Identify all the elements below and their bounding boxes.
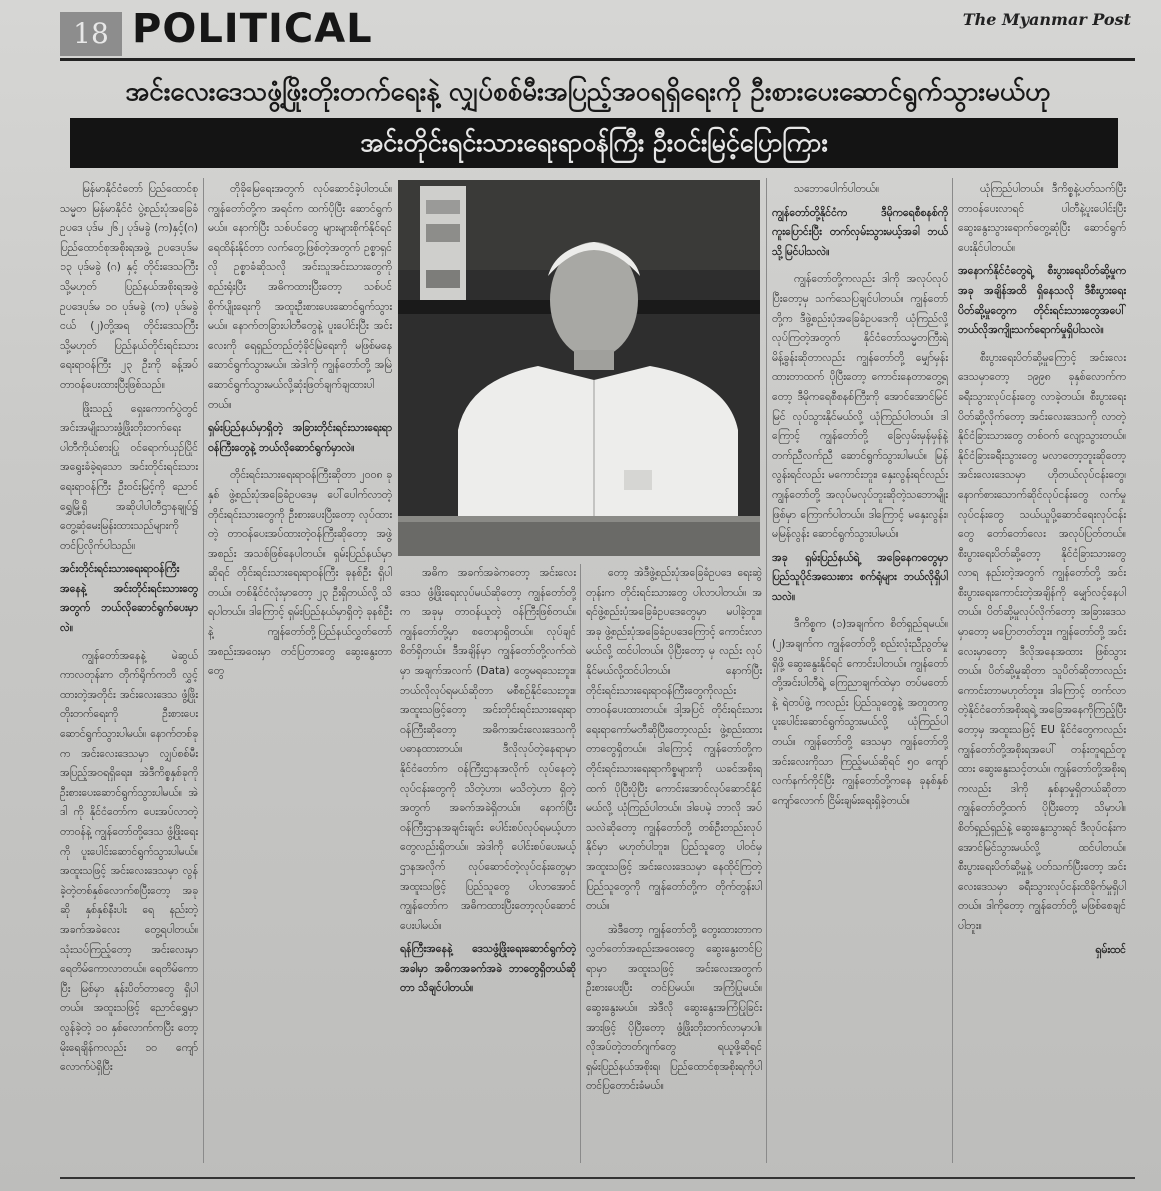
column-divider [766, 178, 767, 1163]
paragraph: တိုင်းရင်းသားရေးရာဝန်ကြီးဆိုတာ ၂၀၀၈ ခုနှစ် ဖွဲ့စည်းပုံအခြေခံဥပဒေမှ ပေါ်ပေါက်လာတဲ့ တိုင်းရင်းသားတွေကို ဦးစားပေးပြီးတော့ လုပ်ထားတဲ့ တာဝန်ပေးအပ်ထားတဲ့ဝန်ကြီးဆိုတော့ အဖွဲ့အစည်း အသစ်ဖြစ်နေပါတယ်။ ရှမ်းပြည်နယ်မှာဆိုရင် တိုင်းရင်းသားရေးရာဝန်ကြီး ခုနစ်ဦး ရှိပါတယ်။ တစ်နိုင်ငံလုံးမှာတော့ ၂၃ ဦးရှိတယ်လို့ သိရပါတယ်။ ဒါကြောင့် ရှမ်းပြည်နယ်မှာရှိတဲ့ ခုနစ်ဦးနဲ့ ကျွန်တော်တို့ပြည်နယ်လွှတ်တော်အစည်းအဝေးမှာ တင်ပြတာတွေ ဆွေးနွေးတာတွေ [208, 469, 392, 678]
masthead: The Myanmar Post [962, 10, 1131, 29]
paragraph: အဲဒီတော့ ကျွန်တော်တို့ တွေးထားတာက လွှတ်တော်အစည်းအဝေးတွေ ဆွေးနွေးတင်ပြရာမှာ အထူးသဖြင့် အင်းလေးအတွက် ဦးစားပေးပြီး တင်ပြမယ်။ အကြံပြုမယ်။ ဆွေးနွေးမယ်။ အဲဒီလို ဆွေးနွေးအကြံပြုခြင်းအားဖြင့် ပိုပြီးတော့ ဖွံ့ဖြိုးတိုးတက်လာမှာပါ။ လိုအပ်တဲ့ဘတ်ဂျက်တွေ ရယူဖို့ဆိုရင် ရှမ်းပြည်နယ်အစိုးရ၊ ပြည်ထောင်စုအစိုးရကိုပါ တင်ပြတောင်းခံမယ်။ [586, 923, 762, 1093]
article-column-6 [958, 180, 1126, 1150]
article-column-1 [60, 180, 198, 1150]
paragraph: တော့ အဲဒီဖွဲ့စည်းပုံအခြေခံဥပဒေ ရေးဆွဲတုန်းက တိုင်းရင်းသားတွေ ပါလာပါတယ်။ အရင်ဖွဲ့စည်းပုံအခြေခံဥပဒေတွေမှာ မပါခဲ့ဘူး။ အခု ဖွဲ့စည်းပုံအခြေခံဥပဒေကြောင့် ကောင်းလာမယ်လို့ ထင်ပါတယ်။ ပိုပြီးတော့ မှ လည်း လုပ်နိုင်မယ်လို့ထင်ပါတယ်။ နောက်ပြီး တိုင်းရင်းသားရေးရာဝန်ကြီးတွေကိုလည်း တာဝန်ပေးထားတယ်။ ဒါ့အပြင် တိုင်းရင်းသားရေးရာကော်မတီဆိုပြီးတော့လည်း ဖွဲ့စည်းထားတာတွေရှိတယ်။ ဒါကြောင့် ကျွန်တော်တို့က တိုင်းရင်းသားရေးရာကိစ္စများကို ယခင်အစိုးရထက် ပိုပြီးပိုပြီး ကောင်းအောင်လုပ်ဆောင်နိုင်မယ်လို့ ယုံကြည်ပါတယ်။ ဒါပေမဲ့ ဘာလို အပ်သလဲဆိုတော့ ကျွန်တော်တို့ တစ်ဦးတည်းလုပ်နိုင်မှာ မဟုတ်ပါဘူး။ ပြည်သူတွေ ပါဝင်မှ အထူးသဖြင့် အင်းလေးဒေသမှာ နေထိုင်ကြတဲ့ ပြည်သူတွေကို ကျွန်တော်တို့က တိုက်တွန်းပါတယ်။ [586, 567, 762, 913]
portrait-illustration [398, 180, 760, 556]
paragraph: သဘောပေါက်ပါတယ်။ [794, 183, 880, 195]
header-rule [60, 58, 1135, 61]
column-divider [203, 178, 204, 1163]
article-column-3 [400, 564, 576, 1150]
paragraph: ကျွန်တော်တို့ကလည်း ဒါကို အလုပ်လုပ်ပြီးတော့မှ သက်သေပြချင်ပါတယ်။ ကျွန်တော်တို့က ဒီဖွဲ့စည်းပုံအခြေခံဥပဒေကို ယုံကြည်လို့ လုပ်ကြတဲ့အတွက် နိုင်ငံတော်သမ္မတကြီးရဲ့ မိန့်ခွန်းဆိုတာလည်း ကျွန်တော်တို့ မျှော်မှန်းထားတာထက် ပိုပြီးတော့ ကောင်းနေတာတွေ့ရတော့ ဒီမိုကရေစီစနစ်ကြီးကို အောင်အောင်မြင်မြင် လုပ်သွားနိုင်မယ်လို့ ယုံကြည်ပါတယ်။ ဒါကြောင့် ကျွန်တော်တို့ ခြေလှမ်းမှန်မှန်နဲ့ တက်ညီလက်ညီ ဆောင်ရွက်သွားပါမယ်။ မြန်လွန်းရင်လည်း မကောင်းဘူး၊ နှေးလွန်းရင်လည်း ကျွန်တော်တို့ အလုပ်မလုပ်ဘူးဆိုတဲ့သဘောမျိုးဖြစ်မှာ ကြောက်ပါတယ်။ ဒါကြောင့် မနှေးလွန်း၊ မမြန်လွန်း ဆောင်ရွက်သွားပါမယ်။ [772, 273, 948, 541]
column-divider [580, 564, 581, 1163]
page-number: 18 [60, 12, 122, 56]
question-kicker: အင်းတိုင်းရင်းသားရေးရာဝန်ကြီးအနေနဲ့ အင်းတိုင်းရင်းသားတွေအတွက် ဘယ်လိုဆောင်ရွက်ပေးမှာလဲ။ [60, 563, 198, 635]
paragraph: စီးပွားရေးပိတ်ဆို့မှုကြောင့် အင်းလေးဒေသမှာတော့ ၁၉၉၈ ခုနှစ်လောက်က ခရီးသွားလုပ်ငန်းတွေ လာခဲ့တယ်။ စီးပွားရေးပိတ်ဆို့လိုက်တော့ အင်းလေးဒေသကို လာတဲ့ နိုင်ငံခြားသားတွေ တစ်ဝက် လျော့သွားတယ်။ နိုင်ငံခြားခရီးသွားတွေ မလာတော့ဘူးဆိုတော့ အင်းလေးဒေသမှာ ဟိုတယ်လုပ်ငန်းတွေ၊ နောက်စားသောက်ဆိုင်လုပ်ငန်းတွေ လက်မှုလုပ်ငန်းတွေ သယ်ယူပို့ဆောင်ရေးလုပ်ငန်းတွေ တော်တော်လေး အလုပ်ပြတ်တယ်။ စီးပွားရေးပိတ်ဆို့တော့ နိုင်ငံခြားသားတွေ လာရ နည်းတဲ့အတွက် ကျွန်တော်တို့ အင်းစီးပွားရေးကောင်းတဲ့အချိန်ကို မျှော်လင့်နေပါတယ်။ ပိတ်ဆို့မှုလုပ်လိုက်တော့ အခြားဒေသမှာတော့ မပြောတတ်ဘူး။ ကျွန်တော်တို့ အင်းလေးမှာတော့ ဒီလိုအနေအထား ဖြစ်သွားတယ်။ ပိတ်ဆို့မှုဆိုတာ သူပိတ်ဆိုတာလည်း ကောင်းတာမဟုတ်ဘူး။ ဒါကြောင့် တက်လာတဲ့နိုင်ငံတော်အစိုးရရဲ့ အခြေအနေကိုကြည့်ပြီးတော့မှ အထူးသဖြင့် EU နိုင်ငံတွေကလည်း ကျွန်တော်တို့အစိုးရအပေါ် တန်းတူရည်တူထား ဆွေးနွေးသင့်တယ်။ ကျွန်တော်တို့အစိုးရကလည်း ဒါကို နှစ်နာမှုရှိတယ်ဆိုတာ ကျွန်တော်တို့ထက် ပိုပြီးတော့ သိမှာပါ။ စိတ်ရှည်ရှည်နဲ့ ဆွေးနွေးသွားရင် ဒီလုပ်ငန်းက အောင်မြင်သွားမယ်လို့ ထင်ပါတယ်။ စီးပွားရေးပိတ်ဆို့မှုနဲ့ ပတ်သက်ပြီးတော့ အင်းလေးဒေသမှာ ခရီးသွားလုပ်ငန်းထိခိုက်မှုရှိပါတယ်။ ဒါကိုတော့ ကျွန်တော်တို့ မဖြစ်စေချင်ပါဘူး။ [958, 351, 1126, 932]
question-kicker: ရန်ကြီးအနေနဲ့ ဒေသဖွံ့ဖြိုးရေးဆောင်ရွက်တဲ့ အခါမှာ အဓိကအခက်အခဲ ဘာတွေရှိတယ်ဆိုတာ သိချင်ပါတယ်။ [400, 943, 576, 995]
footer-rule [60, 1177, 1135, 1179]
paragraph: တိုခိုမြေရေးအတွက် လုပ်ဆောင်ခဲ့ပါတယ်။ ကျွန်တော်တို့က အရင်က ထက်ပိုပြီး ဆောင်ရွက်မယ်။ နောက်ပြီး သစ်ပင်တွေ များများစိုက်နိုင်ရင် ရေထိန်းနိုင်တာ လက်တွေ့ဖြစ်တဲ့အတွက် ဥစ္စာရှင်လို ဥစ္စာခံဆိုသလို အင်းသူအင်းသားတွေကို စည်းရုံးပြီး အဓိကထားပြီးတော့ သစ်ပင်စိုက်ပျိုးရေးကို အထူးဦးစားပေးဆောင်ရွက်သွားမယ်။ နောက်တခြားပါတီတွေနဲ့ ပူးပေါင်းပြီး အင်းလေးကို ရေရှည်တည်တံ့ခိုင်မြဲရေးကို မဖြစ်မနေ ဆောင်ရွက်သွားမယ်။ အဲဒါကို ကျွန်တော်တို့ အမြဲဆောင်ရွက်သွားမယ်လို့ဆုံးဖြတ်ချက်ချထားပါတယ်။ [208, 183, 392, 411]
column-divider [952, 178, 953, 1163]
article-column-2 [208, 180, 392, 1150]
headline-main: အင်းလေးဒေသဖွံ့ဖြိုးတိုးတက်ရေးနဲ့ လျှပ်စစ်မီးအပြည့်အဝရရှိရေးကို ဦးစားပေးဆောင်ရွက်သွားမယ်ဟု [125, 77, 1051, 107]
portrait-photo [398, 180, 760, 556]
section-title: POLITICAL [132, 6, 373, 52]
question-kicker: အနောက်နိုင်ငံတွေရဲ့ စီးပွားရေးပိတ်ဆို့မှုက အခု အချိန်အထိ ရှိနေသလို ဒီစီးပွားရေးပိတ်ဆို့မှုတွေက တိုင်းရင်းသားတွေအပေါ် ဘယ်လိုအကျိုးသက်ရောက်မှုရှိပါသလဲ။ [958, 265, 1126, 337]
byline: ရှမ်းထင် [1095, 943, 1126, 956]
question-kicker: အခု ရှမ်းပြည်နယ်ရဲ့ အခြေနေကတွေမှာ ပြည်သူပိုင်အသေးစား စက်ရုံများ ဘယ်လိုရှိပါသလဲ။ [772, 551, 948, 603]
headline-sub: အင်းတိုင်းရင်းသားရေးရာဝန်ကြီး ဦးဝင်းမြင့်ပြောကြား [360, 128, 828, 157]
article-column-5 [772, 180, 948, 1150]
paragraph: ယုံကြည်ပါတယ်။ ဒီကိစ္စနဲ့ပတ်သက်ပြီး တာဝန်ပေးလာရင် ပါတီနဲ့ပူးပေါင်းပြီး ဆွေးနွေးသွားရောက်တွေ့ဆုံပြီး ဆောင်ရွက်ပေးနိုင်ပါတယ်။ [958, 183, 1126, 254]
article-column-4 [586, 564, 762, 1150]
paragraph: အဓိက အခက်အခဲကတော့ အင်းလေးဒေသ ဖွံ့ဖြိုးရေးလုပ်မယ်ဆိုတော့ ကျွန်တော်တို့က အခုမှ တာဝန်ယူတဲ့ ဝန်ကြီးဖြစ်တယ်။ ကျွန်တော်တို့မှာ စတေနာရှိတယ်။ လုပ်ချင်စိတ်ရှိတယ်။ ဒီအချိန်မှာ ကျွန်တော်တို့လက်ထဲမှာ အချက်အလက် (Data) တွေမရသေးဘူး။ ဘယ်လိုလုပ်ရမယ်ဆိုတာ မစီစဉ်နိုင်သေးဘူး။ အထူးသဖြင့်တော့ အင်းတိုင်းရင်းသားရေးရာဝန်ကြီးဆိုတော့ အဓိကအင်းလေးဒေသကို ပဓာနထားတယ်။ ဒီလိုလုပ်တဲ့နေရာမှာ နိုင်ငံတော်က ဝန်ကြီးဌာနအလိုက် လုပ်နေတဲ့လုပ်ငန်းတွေကို သိတဲ့ဟာ၊ မသိတဲ့ဟာ ရှိတဲ့အတွက် အခက်အခဲရှိတယ်။ နောက်ပြီး ဝန်ကြီးဌာနအချင်းချင်း ပေါင်းစပ်လုပ်ရမယ့်ဟာတွေလည်းရှိတယ်။ အဲဒါကို ပေါင်းစပ်ပေးမယ့် ဌာနအလိုက် လုပ်ဆောင်တဲ့လုပ်ငန်းတွေမှာ အထူးသဖြင့် ပြည်သူတွေ ပါလာအောင် ကျွန်တော်က အဓိကထားပြီးတော့လုပ်ဆောင်ပေးပါမယ်။ [400, 567, 576, 932]
question-kicker: ကျွန်တော်တို့နိုင်ငံက ဒီမိုကရေစီစနစ်ကို ကူးပြောင်းပြီး တက်လှမ်းသွားမယ့်အခါ ဘယ်သို့မြင်ပါသလဲ။ [772, 206, 948, 258]
question-kicker: ရှမ်းပြည်နယ်မှာရှိတဲ့ အခြားတိုင်းရင်းသားရေးရာဝန်ကြီးတွေနဲ့ ဘယ်လိုဆောင်ရွက်မှာလဲ။ [208, 422, 392, 454]
paragraph: မြန်မာနိုင်ငံတော် ပြည်ထောင်စုသမ္မတ မြန်မာနိုင်ငံ ပွဲ့စည်းပုံအခြေခံဥပဒေ ပုဒ်မ ၂၆၂ ပုဒ်မခွဲ (က)နှင့်(ဂ) ပြည်ထောင်စုအစိုးရအဖွဲ့ ဥပဒေပုဒ်မ ၁၃ ပုဒ်မခွဲ (ဂ) နှင့် တိုင်းဒေသကြီး သို့မဟုတ် ပြည်နယ်အစိုးရအဖွဲ့ ဥပဒေပုဒ်မ ၁၀ ပုဒ်မခွဲ (က) ပုဒ်မခွဲငယ် (၂)တို့အရ တိုင်းဒေသကြီး သို့မဟုတ် ပြည်နယ်တိုင်းရင်းသားရေးရာဝန်ကြီး ၂၃ ဦးကို ခန့်အပ်တာဝန်ပေးထားပြီးဖြစ်သည်။ [60, 183, 198, 391]
paragraph: ဖြိုးသည့် ရှေးကောက်ပွဲတွင် အင်းအမျိုးသားဖွံ့ဖြိုးတိုးတက်ရေး ပါတီကိုယ်စားပြု ဝင်ရောက်ယှဉ်ပြိုင်အရွေးခံခဲ့ရသော အင်းတိုင်းရင်းသားရေးရာဝန်ကြီး ဦးဝင်းမြင့်ကို ညောင်ရွှေမြို့ရှိ အဆိုပါပါတီဌာနချုပ်၌ တွေ့ဆုံမေးမြန်းထားသည်များကို တင်ပြလိုက်ပါသည်။ [60, 402, 198, 552]
headline-bar [70, 118, 1118, 168]
paragraph: ဒီကိစ္စက (၁)အချက်က စိတ်ရှည်ရမယ်။ (၂)အချက်က ကျွန်တော်တို့ စည်းလုံးညီညွတ်မှုရှိဖို့ ဆွေးနွေးနိုင်ရင် ကောင်းပါတယ်။ ကျွန်တော်တို့အင်းပါတီရဲ့ ကြေညာချက်ထဲမှာ တပ်မတော်နဲ့ ရဲတပ်ဖွဲ့ ကလည်း ပြည်သူတွေနဲ့ အတူတကွ ပူးပေါင်းဆောင်ရွက်သွားမယ်လို့ ယုံကြည်ပါတယ်။ ကျွန်တော်တို့ ဒေသမှာ ကျွန်တော်တို့ အင်းလေးကိုသာ ကြည့်မယ်ဆိုရင် ၅၀ ကျော် လက်နက်ကိုင်ပြီး ကျွန်တော်တို့ကနေ ခုနစ်နှစ်ကျော်လောက် ငြိမ်းချမ်းရေးရှိခဲ့တယ်။ [772, 618, 948, 807]
paragraph: ကျွန်တော်အနေနဲ့ မဲဆွယ်ကာလတုန်းက တိုက်ရိုက်ကတိ လွှင့်ထားတဲ့အတိုင်း အင်းလေးဒေသ ဖွံ့ဖြိုးတိုးတက်ရေးကို ဦးစားပေးဆောင်ရွက်သွားပါမယ်။ နောက်တစ်ခုက အင်းလေးဒေသမှာ လျှပ်စစ်မီးအပြည့်အဝရရှိရေး။ အဲဒီကိစ္စနှစ်ခုကို ဦးစားပေးဆောင်ရွက်သွားပါမယ်။ အဲဒါ ကို နိုင်ငံတော်က ပေးအပ်လာတဲ့ တာဝန်နဲ့ ကျွန်တော်တို့ဒေသ ဖွံ့ဖြိုးရေးကို ပူးပေါင်းဆောင်ရွက်သွားပါမယ်။ အထူးသဖြင့် အင်းလေးဒေသမှာ လွန်ခဲ့တဲ့တစ်နှစ်လောက်စပြီးတော့ အခုဆို နှစ်နှစ်နီးပါး ရေ နည်းတဲ့ အခက်အခဲလေး တွေ့ရပါတယ်။ သုံးသပ်ကြည့်တော့ အင်းလေးမှာ ရေတိမ်ကောလာတယ်။ ရေတိမ်ကောပြီး မြစ်မှာ နုန်းပိတ်တာတွေ ရှိပါတယ်။ အထူးသဖြင့် ညောင်ရွှေမှာ လွန်ခဲ့တဲ့ ၁၀ နှစ်လောက်ကပြီး တော့ မိုးရေချိန်ကလည်း ၁၀ ကျော် လောက်ပဲရှိပြီး [60, 649, 198, 1074]
